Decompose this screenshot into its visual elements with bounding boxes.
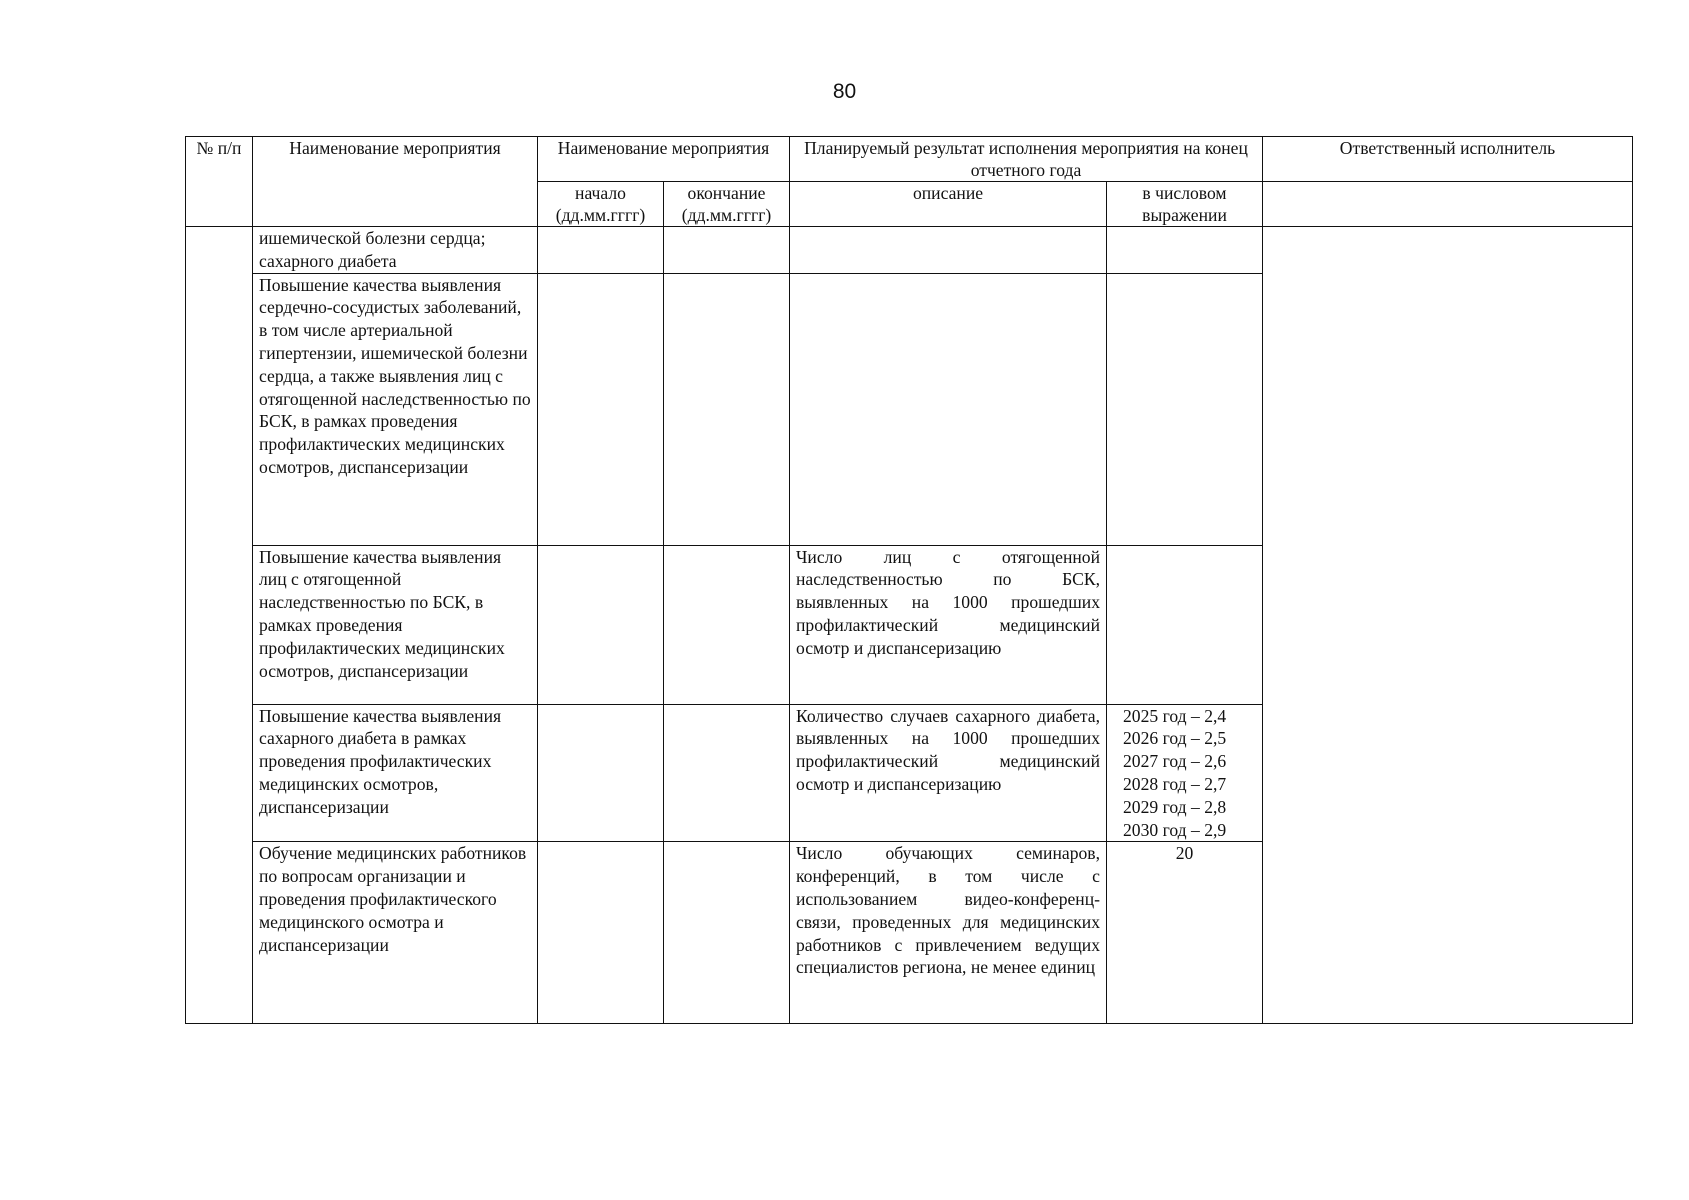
end-date-cell xyxy=(664,227,790,274)
num-cell xyxy=(186,227,253,1024)
numeric-line: 2025 год – 2,4 xyxy=(1123,705,1227,726)
header-numeric: в числовом выражении xyxy=(1107,182,1263,227)
numeric-cell xyxy=(1107,704,1263,842)
header-end: окончание (дд.мм.гггг) xyxy=(664,182,790,227)
numeric-cell xyxy=(1107,273,1263,545)
numeric-line: 2029 год – 2,8 xyxy=(1123,796,1227,817)
measure-name-cell: Повышение качества выявления сахарного диабета в рамках проведения профилактических медицинских осмотров, диспансеризации xyxy=(253,704,538,842)
numeric-cell xyxy=(1107,545,1263,704)
description-cell: Число обучающих семинаров, конференций, в том числе с использованием видео-конференц-связи, проведенных для медицинских работников с привлечением ведущих специалистов региона, не менее единиц xyxy=(790,842,1107,1024)
header-dates-group: Наименование мероприятия xyxy=(538,137,790,182)
numeric-cell: 20 xyxy=(1107,842,1263,1024)
page-number: 80 xyxy=(832,80,857,103)
table-row xyxy=(186,227,1633,274)
measure-name-cell: Обучение медицинских работников по вопросам организации и проведения профилактического медицинского осмотра и диспансеризации xyxy=(253,842,538,1024)
header-executor: Ответственный исполнитель xyxy=(1263,137,1633,182)
measure-name-cell: Повышение качества выявления сердечно-сосудистых заболеваний, в том числе артериальной гипертензии, ишемической болезни сердца, а также выявления лиц с отягощенной наследственностью по БСК, в рамках проведения профилактических медицинских осмотров, диспансеризации xyxy=(253,273,538,545)
description-cell xyxy=(790,227,1107,274)
numeric-line: 2028 год – 2,7 xyxy=(1123,773,1227,794)
description-cell xyxy=(790,273,1107,545)
start-date-cell xyxy=(538,545,664,704)
start-date-cell xyxy=(538,273,664,545)
header-measure-name: Наименование мероприятия xyxy=(253,137,538,227)
header-executor-sub xyxy=(1263,182,1633,227)
measures-table xyxy=(185,136,1633,1024)
numeric-cell xyxy=(1107,227,1263,274)
start-date-cell xyxy=(538,842,664,1024)
description-cell: Количество случаев сахарного диабета, выявленных на 1000 прошедших профилактический медицинский осмотр и диспансеризацию xyxy=(790,704,1107,842)
measure-name-cell: ишемической болезни сердца; сахарного диабета xyxy=(253,227,538,274)
end-date-cell xyxy=(664,545,790,704)
numeric-line: 2030 год – 2,9 xyxy=(1123,819,1227,840)
executor-cell xyxy=(1263,227,1633,1024)
start-date-cell xyxy=(538,704,664,842)
start-date-cell xyxy=(538,227,664,274)
header-row-top xyxy=(186,137,1633,182)
numeric-line: 2027 год – 2,6 xyxy=(1123,751,1227,772)
description-cell: Число лиц с отягощенной наследственностью по БСК, выявленных на 1000 прошедших профилактический медицинский осмотр и диспансеризацию xyxy=(790,545,1107,704)
end-date-cell xyxy=(664,704,790,842)
header-description: описание xyxy=(790,182,1107,227)
numeric-line: 2026 год – 2,5 xyxy=(1123,728,1227,749)
end-date-cell xyxy=(664,273,790,545)
header-num: № п/п xyxy=(186,137,253,227)
end-date-cell xyxy=(664,842,790,1024)
measure-name-cell: Повышение качества выявления лиц с отягощенной наследственностью по БСК, в рамках проведения профилактических медицинских осмотров, диспансеризации xyxy=(253,545,538,704)
header-result-group: Планируемый результат исполнения мероприятия на конец отчетного года xyxy=(790,137,1263,182)
header-start: начало (дд.мм.гггг) xyxy=(538,182,664,227)
